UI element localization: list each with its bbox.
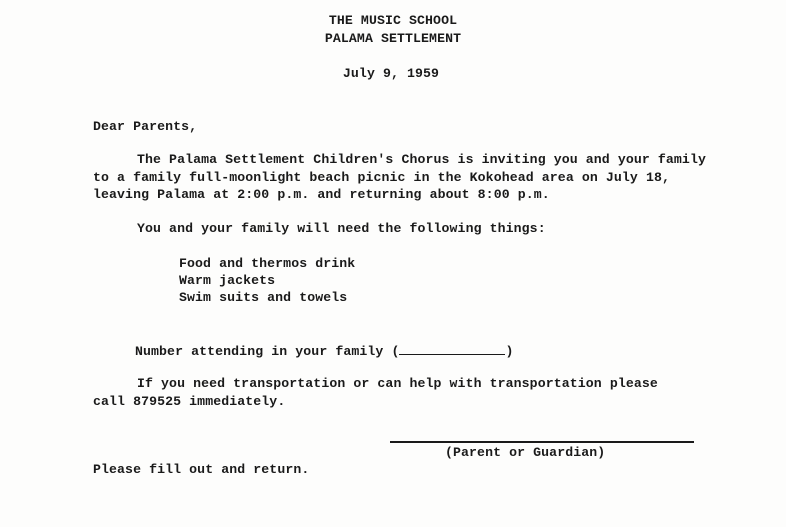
closing-instruction: Please fill out and return.: [93, 462, 310, 477]
signature-line: [390, 441, 694, 443]
attendance-label: Number attending in your family (: [135, 344, 400, 359]
list-item: Warm jackets: [179, 273, 276, 288]
transport-line1: If you need transportation or can help with transportation please: [137, 376, 658, 391]
letter-date: July 9, 1959: [342, 66, 440, 81]
attendance-close: ): [505, 344, 514, 359]
paragraph1-line1: The Palama Settlement Children's Chorus is inviting you and your family: [137, 152, 706, 167]
signature-label: (Parent or Guardian): [445, 445, 606, 460]
attendance-blank: [399, 342, 505, 355]
letterhead-organization: PALAMA SETTLEMENT: [324, 31, 462, 46]
attendance-line: [135, 342, 513, 360]
paragraph1-line3: leaving Palama at 2:00 p.m. and returning about 8:00 p.m.: [93, 187, 550, 202]
paragraph1-line2: to a family full-moonlight beach picnic in the Kokohead area on July 18,: [93, 170, 670, 185]
salutation: Dear Parents,: [93, 119, 198, 134]
list-item: Swim suits and towels: [179, 290, 348, 305]
transport-line2: call 879525 immediately.: [93, 394, 286, 409]
paragraph2: You and your family will need the following things:: [137, 221, 546, 236]
letterhead-school: THE MUSIC SCHOOL: [328, 13, 458, 28]
list-item: Food and thermos drink: [179, 256, 356, 271]
